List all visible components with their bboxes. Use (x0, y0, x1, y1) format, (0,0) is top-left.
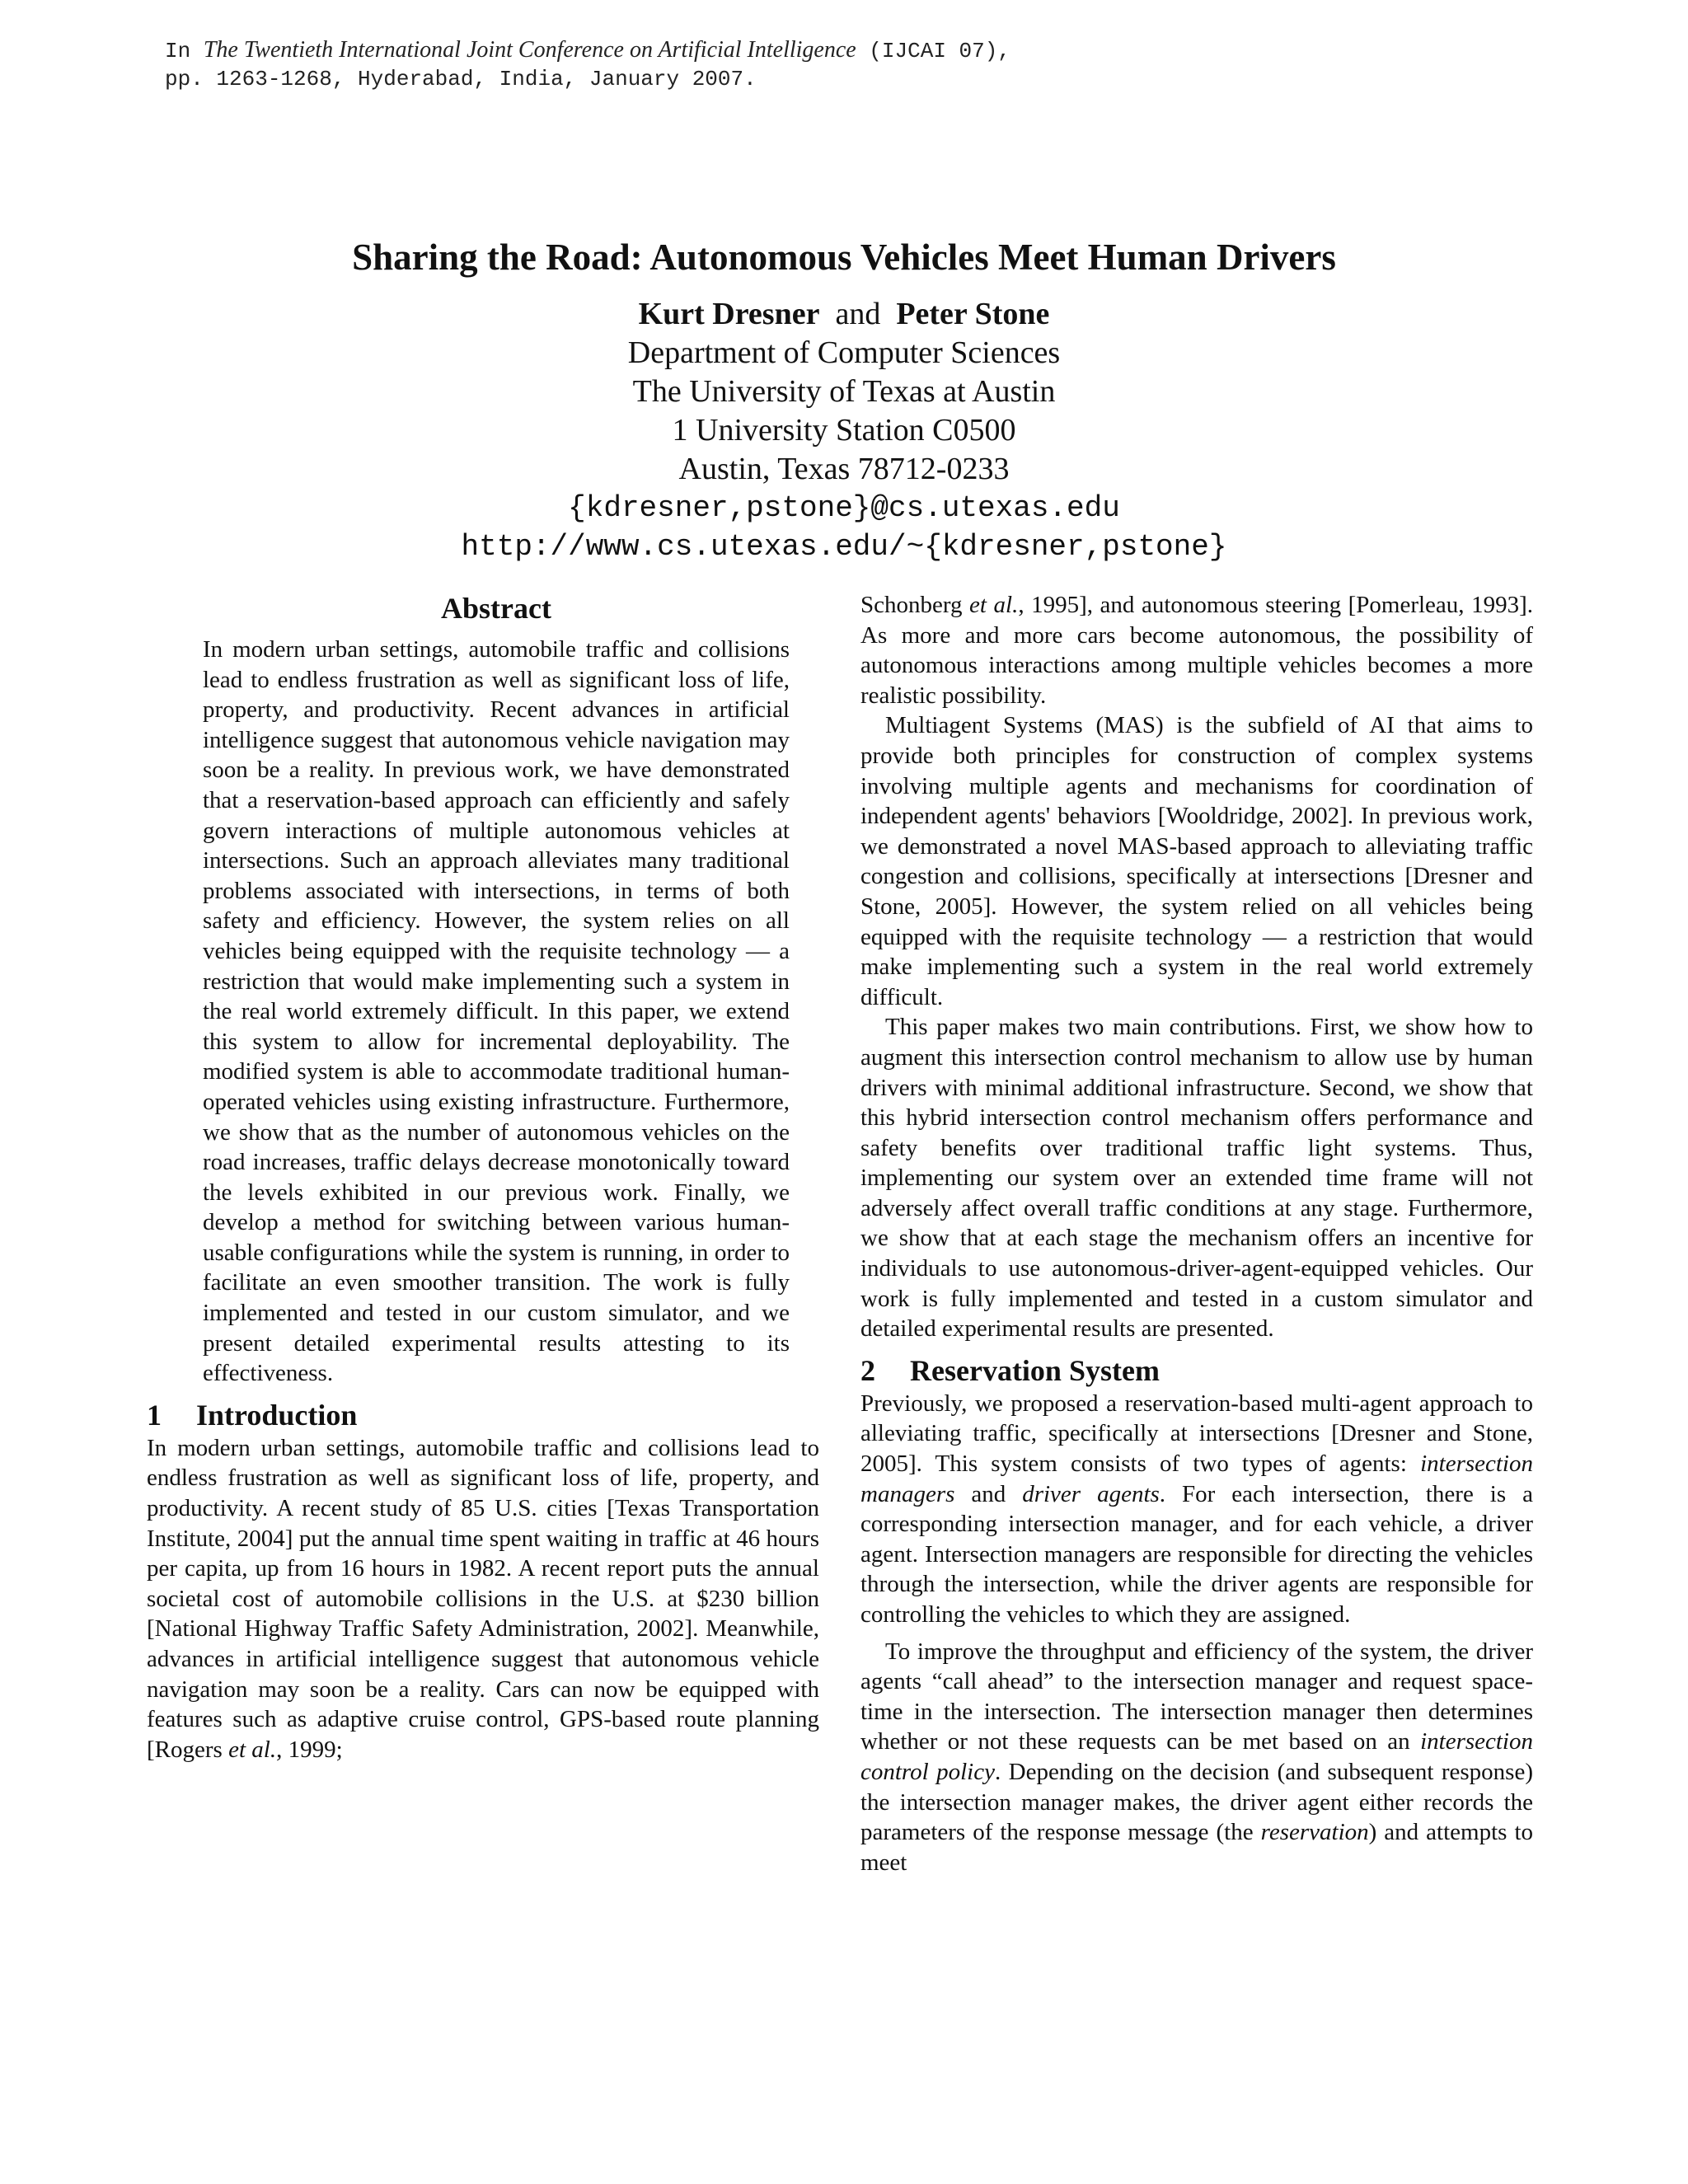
publication-note (165, 36, 1484, 93)
author-url[interactable]: http://www.cs.utexas.edu/~{kdresner,pstone} (461, 530, 1227, 564)
intro-paragraph-1: In modern urban settings, automobile traffic and collisions lead to endless frustration as well as significant loss of life, property, and productivity. A recent study of 85 U.S. cities [Texas Transportation Institute, 2004] put the annual time spent waiting in traffic at 46 hours per capita, up from 16 hours in 1982. A recent report puts the annual societal cost of automobile collisions in the U.S. at $230 billion [National Highway Traffic Safety Administration, 2002]. Meanwhile, advances in artificial intelligence suggest that autonomous vehicle navigation may soon be a reality. Cars can now be equipped with features such as adaptive cruise control, GPS-based route planning [Rogers et al., 1999; (147, 1434, 819, 1763)
author-block (0, 295, 1688, 566)
intro-paragraph-1-cont: Schonberg et al., 1995], and autonomous steering [Pomerleau, 1993]. As more and more cars become autonomous, the possibility of autonomous interactions among multiple vehicles becomes a more realistic possibility. (860, 592, 1533, 709)
right-column (860, 590, 1533, 1877)
author-2: Peter Stone (896, 297, 1050, 331)
section-number: 1 (147, 1398, 162, 1432)
section2-paragraph-2: To improve the throughput and efficiency of the system, the driver agents “call ahead” to the intersection manager and request space-time in the intersection. The intersection manager then determines whether or not these requests can be met based on an intersection control policy. Depending on the decision (and subsequent response) the intersection manager makes, the driver agent either records the parameters of the response message (the reservation) and attempts to meet (860, 1638, 1533, 1876)
pub-venue: The Twentieth International Joint Conference on Artificial Intelligence (203, 37, 856, 63)
affiliation-line: Department of Computer Sciences (627, 335, 1061, 370)
abstract-heading: Abstract (441, 592, 551, 625)
affiliation-line: 1 University Station C0500 (672, 413, 1016, 448)
section-title: Reservation System (910, 1353, 1160, 1387)
affiliation-line: Austin, Texas 78712-0233 (678, 452, 1010, 486)
section-title: Introduction (196, 1398, 358, 1432)
pub-suffix: (IJCAI 07), (856, 39, 1010, 63)
intro-paragraph-2: Multiagent Systems (MAS) is the subfield of AI that aims to provide both principles for construction of complex systems involving multiple agents and mechanisms for coordination of independent agents' behaviors [Wooldridge, 2002]. In previous work, we demonstrated a novel MAS-based approach to alleviating traffic congestion and collisions, specifically at intersections [Dresner and Stone, 2005]. However, the system relied on all vehicles being equipped with the requisite technology — a restriction that would make implementing such a system in the real world extremely difficult. (860, 712, 1533, 1010)
author-names (0, 295, 1688, 334)
pub-prefix: In (165, 39, 204, 63)
section-number: 2 (860, 1353, 875, 1387)
pub-line2: pp. 1263-1268, Hyderabad, India, January 2007. (165, 67, 757, 91)
abstract (203, 590, 790, 1389)
author-conjunction: and (835, 297, 881, 331)
section2-paragraph-1: Previously, we proposed a reservation-based multi-agent approach to alleviating traffic, specifically at intersections [Dresner and Stone, 2005]. This system consists of two types of agents: intersection managers and driver agents. For each intersection, there is a corresponding intersection manager, and for each vehicle, a driver agent. Intersection managers are responsible for directing the vehicles through the intersection, while the driver agents are responsible for controlling the vehicles to which they are assigned. (860, 1390, 1533, 1628)
section-heading-introduction (147, 1397, 819, 1433)
paper-title: Sharing the Road: Autonomous Vehicles Meet Human Drivers (352, 237, 1336, 278)
intro-paragraph-3: This paper makes two main contributions. First, we show how to augment this intersection control mechanism to allow use by human drivers with minimal additional infrastructure. Second, we show that this hybrid intersection control mechanism offers performance and safety benefits over traditional traffic light systems. Thus, implementing our system over an extended time frame will not adversely affect overall traffic conditions at any stage. Furthermore, we show that at each stage the mechanism offers an incentive for individuals to use autonomous-driver-agent-equipped vehicles. Our work is fully implemented and tested in a custom simulator and detailed experimental results are presented. (860, 1014, 1533, 1343)
affiliation-line: The University of Texas at Austin (632, 374, 1056, 409)
author-1: Kurt Dresner (638, 297, 820, 331)
author-email[interactable]: {kdresner,pstone}@cs.utexas.edu (568, 491, 1120, 525)
left-column (147, 590, 819, 1765)
abstract-text: In modern urban settings, automobile traffic and collisions lead to endless frustration as well as significant loss of life, property, and productivity. Recent advances in artificial intelligence suggest that autonomous vehicle navigation may soon be a reality. In previous work, we have demonstrated that a reservation-based approach can efficiently and safely govern interactions of multiple autonomous vehicles at intersections. Such an approach alleviates many traditional problems associated with intersections, in terms of both safety and efficiency. However, the system relies on all vehicles being equipped with the requisite technology — a restriction that would make implementing such a system in the real world extremely difficult. In this paper, we extend this system to allow for incremental deployability. The modified system is able to accommodate traditional human-operated vehicles using existing infrastructure. Furthermore, we show that as the number of autonomous vehicles on the road increases, traffic delays decrease monotonically toward the levels exhibited in our previous work. Finally, we develop a method for switching between various human-usable configurations while the system is running, in order to facilitate an even smoother transition. The work is fully implemented and tested in our custom simulator, and we present detailed experimental results attesting to its effectiveness. (203, 636, 790, 1387)
section-heading-reservation-system (860, 1352, 1533, 1389)
